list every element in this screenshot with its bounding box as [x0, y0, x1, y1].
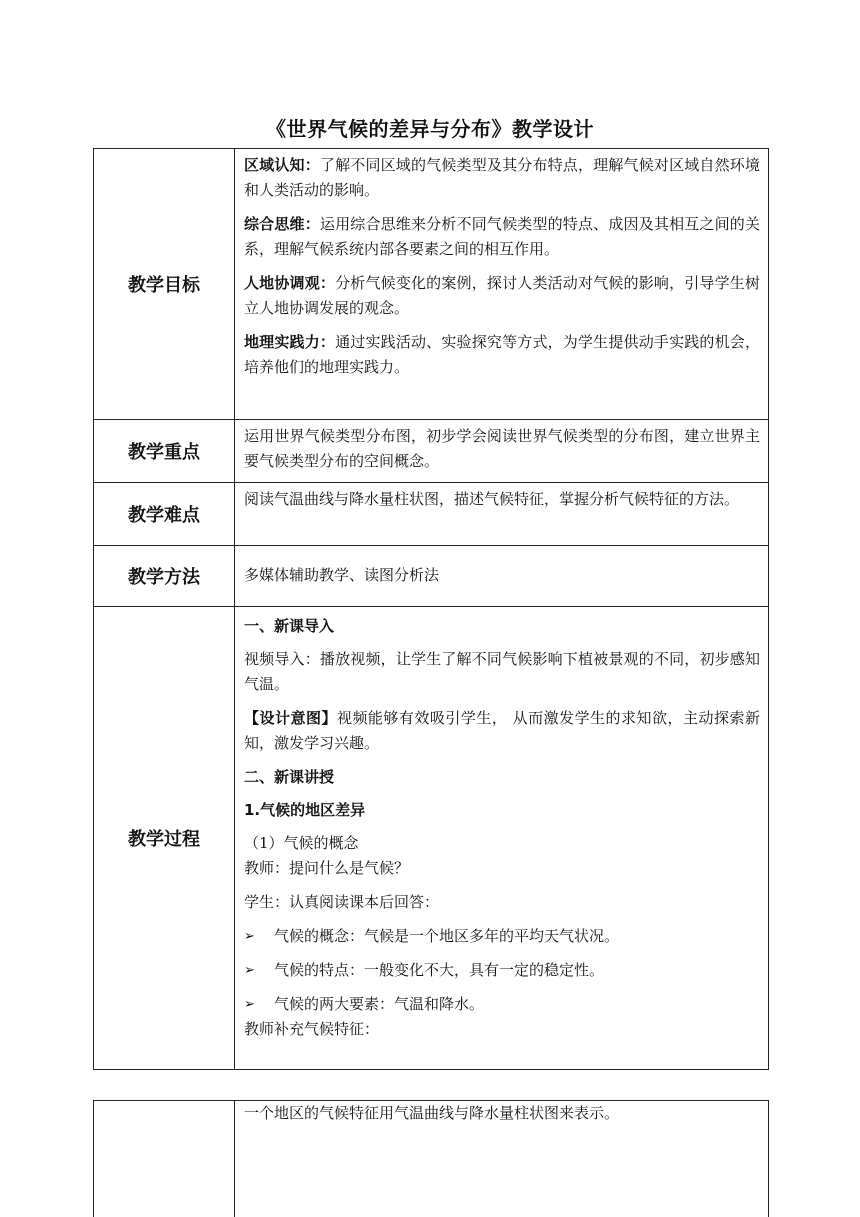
- label-difficulties: 教学难点: [94, 483, 235, 546]
- bullet-text: 气候的概念：气候是一个地区多年的平均天气状况。: [274, 924, 619, 949]
- continuation-row: [94, 1101, 769, 1217]
- goal-item: [244, 271, 760, 321]
- bullet-text: 气候的特点：一般变化不大，具有一定的稳定性。: [274, 958, 604, 983]
- goal-text: 运用综合思维来分析不同气候类型的特点、成因及其相互之间的关系，理解气候系统内部各要素之间的相互作用。: [244, 215, 760, 258]
- document-title: 《世界气候的差异与分布》教学设计: [0, 113, 860, 142]
- continuation-table: [93, 1100, 769, 1217]
- sub-heading: 1.气候的地区差异: [244, 798, 760, 823]
- bullet-item: [244, 958, 760, 983]
- goal-heading: 综合思维：: [244, 215, 320, 233]
- label-key-points: 教学重点: [94, 420, 235, 483]
- arrow-bullet-icon: ➢: [244, 924, 274, 949]
- continuation-label-cell: [94, 1101, 235, 1217]
- content-key-points: [235, 420, 769, 483]
- content-methods: [235, 546, 769, 607]
- difficulties-text: 阅读气温曲线与降水量柱状图，描述气候特征，掌握分析气候特征的方法。: [244, 487, 760, 512]
- section-heading: 一、新课导入: [244, 614, 760, 639]
- lesson-plan-table: [93, 148, 769, 1070]
- content-difficulties: [235, 483, 769, 546]
- methods-text: 多媒体辅助教学、读图分析法: [244, 563, 760, 588]
- row-goals: [94, 149, 769, 420]
- bullet-text: 气候的两大要素：气温和降水。: [274, 992, 484, 1017]
- label-goals: 教学目标: [94, 149, 235, 420]
- row-key-points: [94, 420, 769, 483]
- continuation-content: [235, 1101, 769, 1217]
- student-answer: 学生：认真阅读课本后回答：: [244, 890, 760, 915]
- label-process: 教学过程: [94, 607, 235, 1070]
- continuation-text: 一个地区的气候特征用气温曲线与降水量柱状图来表示。: [244, 1101, 760, 1126]
- design-tag: 【设计意图】: [244, 709, 337, 727]
- row-difficulties: [94, 483, 769, 546]
- goal-heading: 区域认知：: [244, 156, 320, 174]
- goal-text: 分析气候变化的案例，探讨人类活动对气候的影响，引导学生树立人地协调发展的观念。: [244, 274, 760, 317]
- goal-heading: 人地协调观：: [244, 274, 335, 292]
- content-goals: [235, 149, 769, 420]
- sub-sub-heading: （1）气候的概念: [244, 831, 760, 856]
- design-intent: [244, 706, 760, 756]
- goal-text: 通过实践活动、实验探究等方式，为学生提供动手实践的机会，培养他们的地理实践力。: [244, 333, 760, 376]
- bullet-item: [244, 992, 760, 1017]
- design-text: 视频能够有效吸引学生， 从而激发学生的求知欲，主动探索新知，激发学习兴趣。: [244, 709, 760, 752]
- bullet-item: [244, 924, 760, 949]
- teacher-supplement: 教师补充气候特征：: [244, 1017, 760, 1042]
- arrow-bullet-icon: ➢: [244, 992, 274, 1017]
- content-process: [235, 607, 769, 1070]
- intro-text: 视频导入：播放视频，让学生了解不同气候影响下植被景观的不同，初步感知气温。: [244, 647, 760, 697]
- label-methods: 教学方法: [94, 546, 235, 607]
- goal-item: [244, 153, 760, 203]
- section-heading: 二、新课讲授: [244, 765, 760, 790]
- goal-item: [244, 330, 760, 380]
- key-points-text: 运用世界气候类型分布图，初步学会阅读世界气候类型的分布图，建立世界主要气候类型分布的空间概念。: [244, 424, 760, 474]
- row-methods: [94, 546, 769, 607]
- arrow-bullet-icon: ➢: [244, 958, 274, 983]
- teacher-question: 教师：提问什么是气候？: [244, 856, 760, 881]
- goal-item: [244, 212, 760, 262]
- goal-text: 了解不同区域的气候类型及其分布特点，理解气候对区域自然环境和人类活动的影响。: [244, 156, 760, 199]
- row-process: [94, 607, 769, 1070]
- goal-heading: 地理实践力：: [244, 333, 335, 351]
